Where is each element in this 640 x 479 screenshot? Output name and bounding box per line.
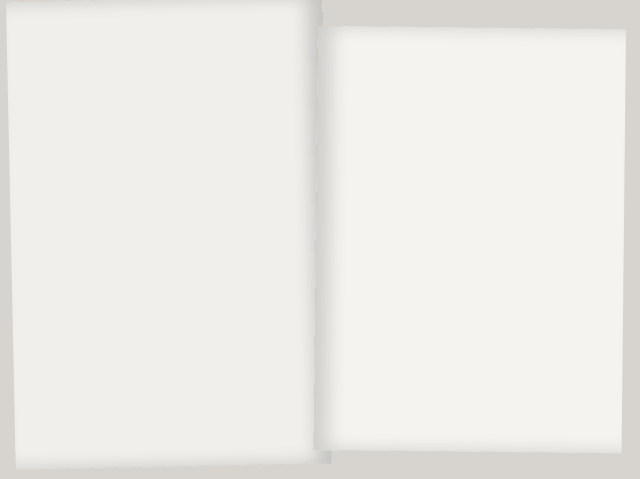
k-word-list	[6, 0, 322, 2]
q-word-list	[6, 0, 322, 2]
right-page	[314, 26, 626, 453]
vocabulary-list-49-60	[6, 0, 322, 2]
translation-table	[6, 0, 322, 2]
exercise-1-17-list	[318, 26, 626, 29]
exercise-1-15-list	[6, 0, 322, 2]
c-word-list	[318, 26, 626, 29]
left-page	[6, 0, 332, 470]
exercise-1-16-list	[318, 26, 626, 29]
